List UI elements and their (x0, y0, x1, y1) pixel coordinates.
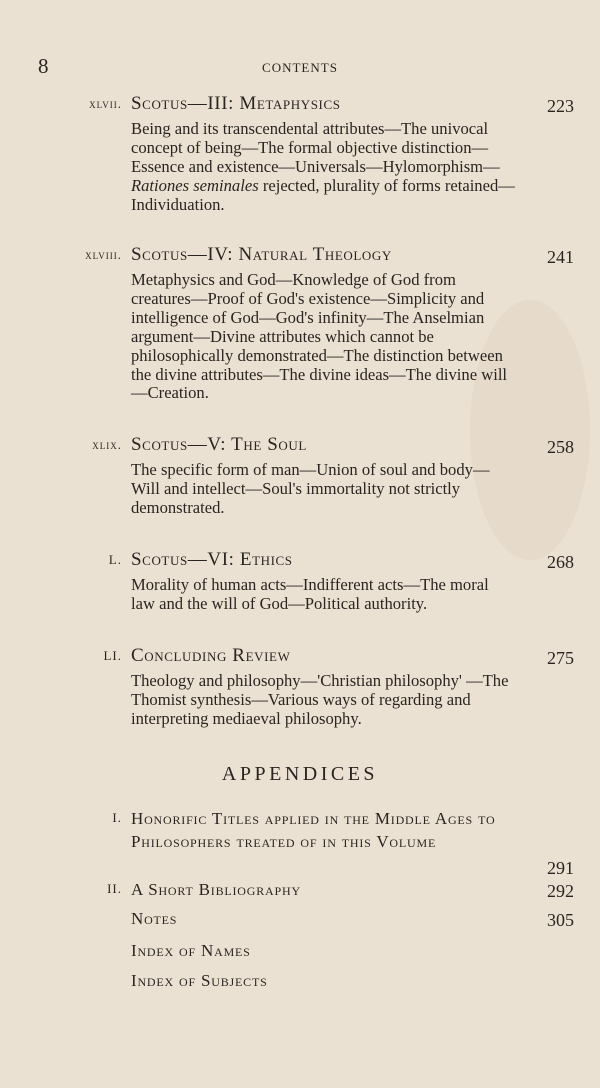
appendix-page: 291 (547, 858, 574, 878)
appendix-number: I. (112, 810, 122, 825)
chapter-number: L. (108, 552, 122, 567)
chapter-title: Scotus—V: The Soul (131, 434, 307, 455)
appendix-title: Index of Subjects (131, 971, 268, 990)
appendix-title: Notes (131, 909, 178, 928)
chapter-title: Concluding Review (131, 645, 291, 666)
chapter-description: Being and its transcendental attributes—The univocal concept of being—The formal objective distinction—Essence and existence—Universals—Hylomorphism—Rationes seminales rejected, plurality of forms retained—Individuation. (131, 119, 515, 214)
chapter-page: 241 (547, 247, 574, 267)
chapter-number: xlix. (92, 437, 122, 452)
chapter-title: Scotus—III: Metaphysics (131, 93, 341, 114)
appendix-number: II. (107, 881, 122, 896)
appendices-heading: APPENDICES (221, 763, 379, 785)
chapter-title: Scotus—VI: Ethics (131, 549, 293, 570)
chapter-page: 275 (547, 648, 574, 668)
chapter-page: 258 (547, 437, 574, 457)
appendix-title: A Short Bibliography (131, 880, 301, 899)
chapter-page: 268 (547, 552, 574, 572)
chapter-title: Scotus—IV: Natural Theology (131, 244, 392, 265)
chapter-description: Metaphysics and God—Knowledge of God from creatures—Proof of God's existence—Simplicity and intelligence of God—God's infinity—The Anselmian argument—Divine attributes which cannot be philosophically demonstrated—The distinction between the divine attributes—The divine ideas—The divine will—Creation. (131, 270, 508, 403)
appendix-page: 292 (547, 881, 574, 901)
appendix-title: Index of Names (131, 941, 251, 960)
running-head: CONTENTS (262, 60, 338, 75)
chapter-description: Morality of human acts—Indifferent acts—The moral law and the will of God—Political authority. (131, 575, 489, 613)
appendix-title: Honorific Titles applied in the Middle Ages to Philosophers treated of in this Volume (131, 809, 496, 851)
appendix-page: 305 (547, 910, 574, 930)
chapter-description: The specific form of man—Union of soul and body—Will and intellect—Soul's immortality not strictly demonstrated. (131, 460, 490, 517)
chapter-page: 223 (547, 96, 574, 116)
chapter-number: xlvii. (89, 96, 122, 111)
chapter-description: Theology and philosophy—'Christian philosophy' —The Thomist synthesis—Various ways of regarding and interpreting mediaeval philosophy. (131, 671, 509, 728)
chapter-number: LI. (103, 648, 122, 663)
page-number: 8 (38, 54, 49, 78)
chapter-number: xlviii. (85, 247, 122, 262)
